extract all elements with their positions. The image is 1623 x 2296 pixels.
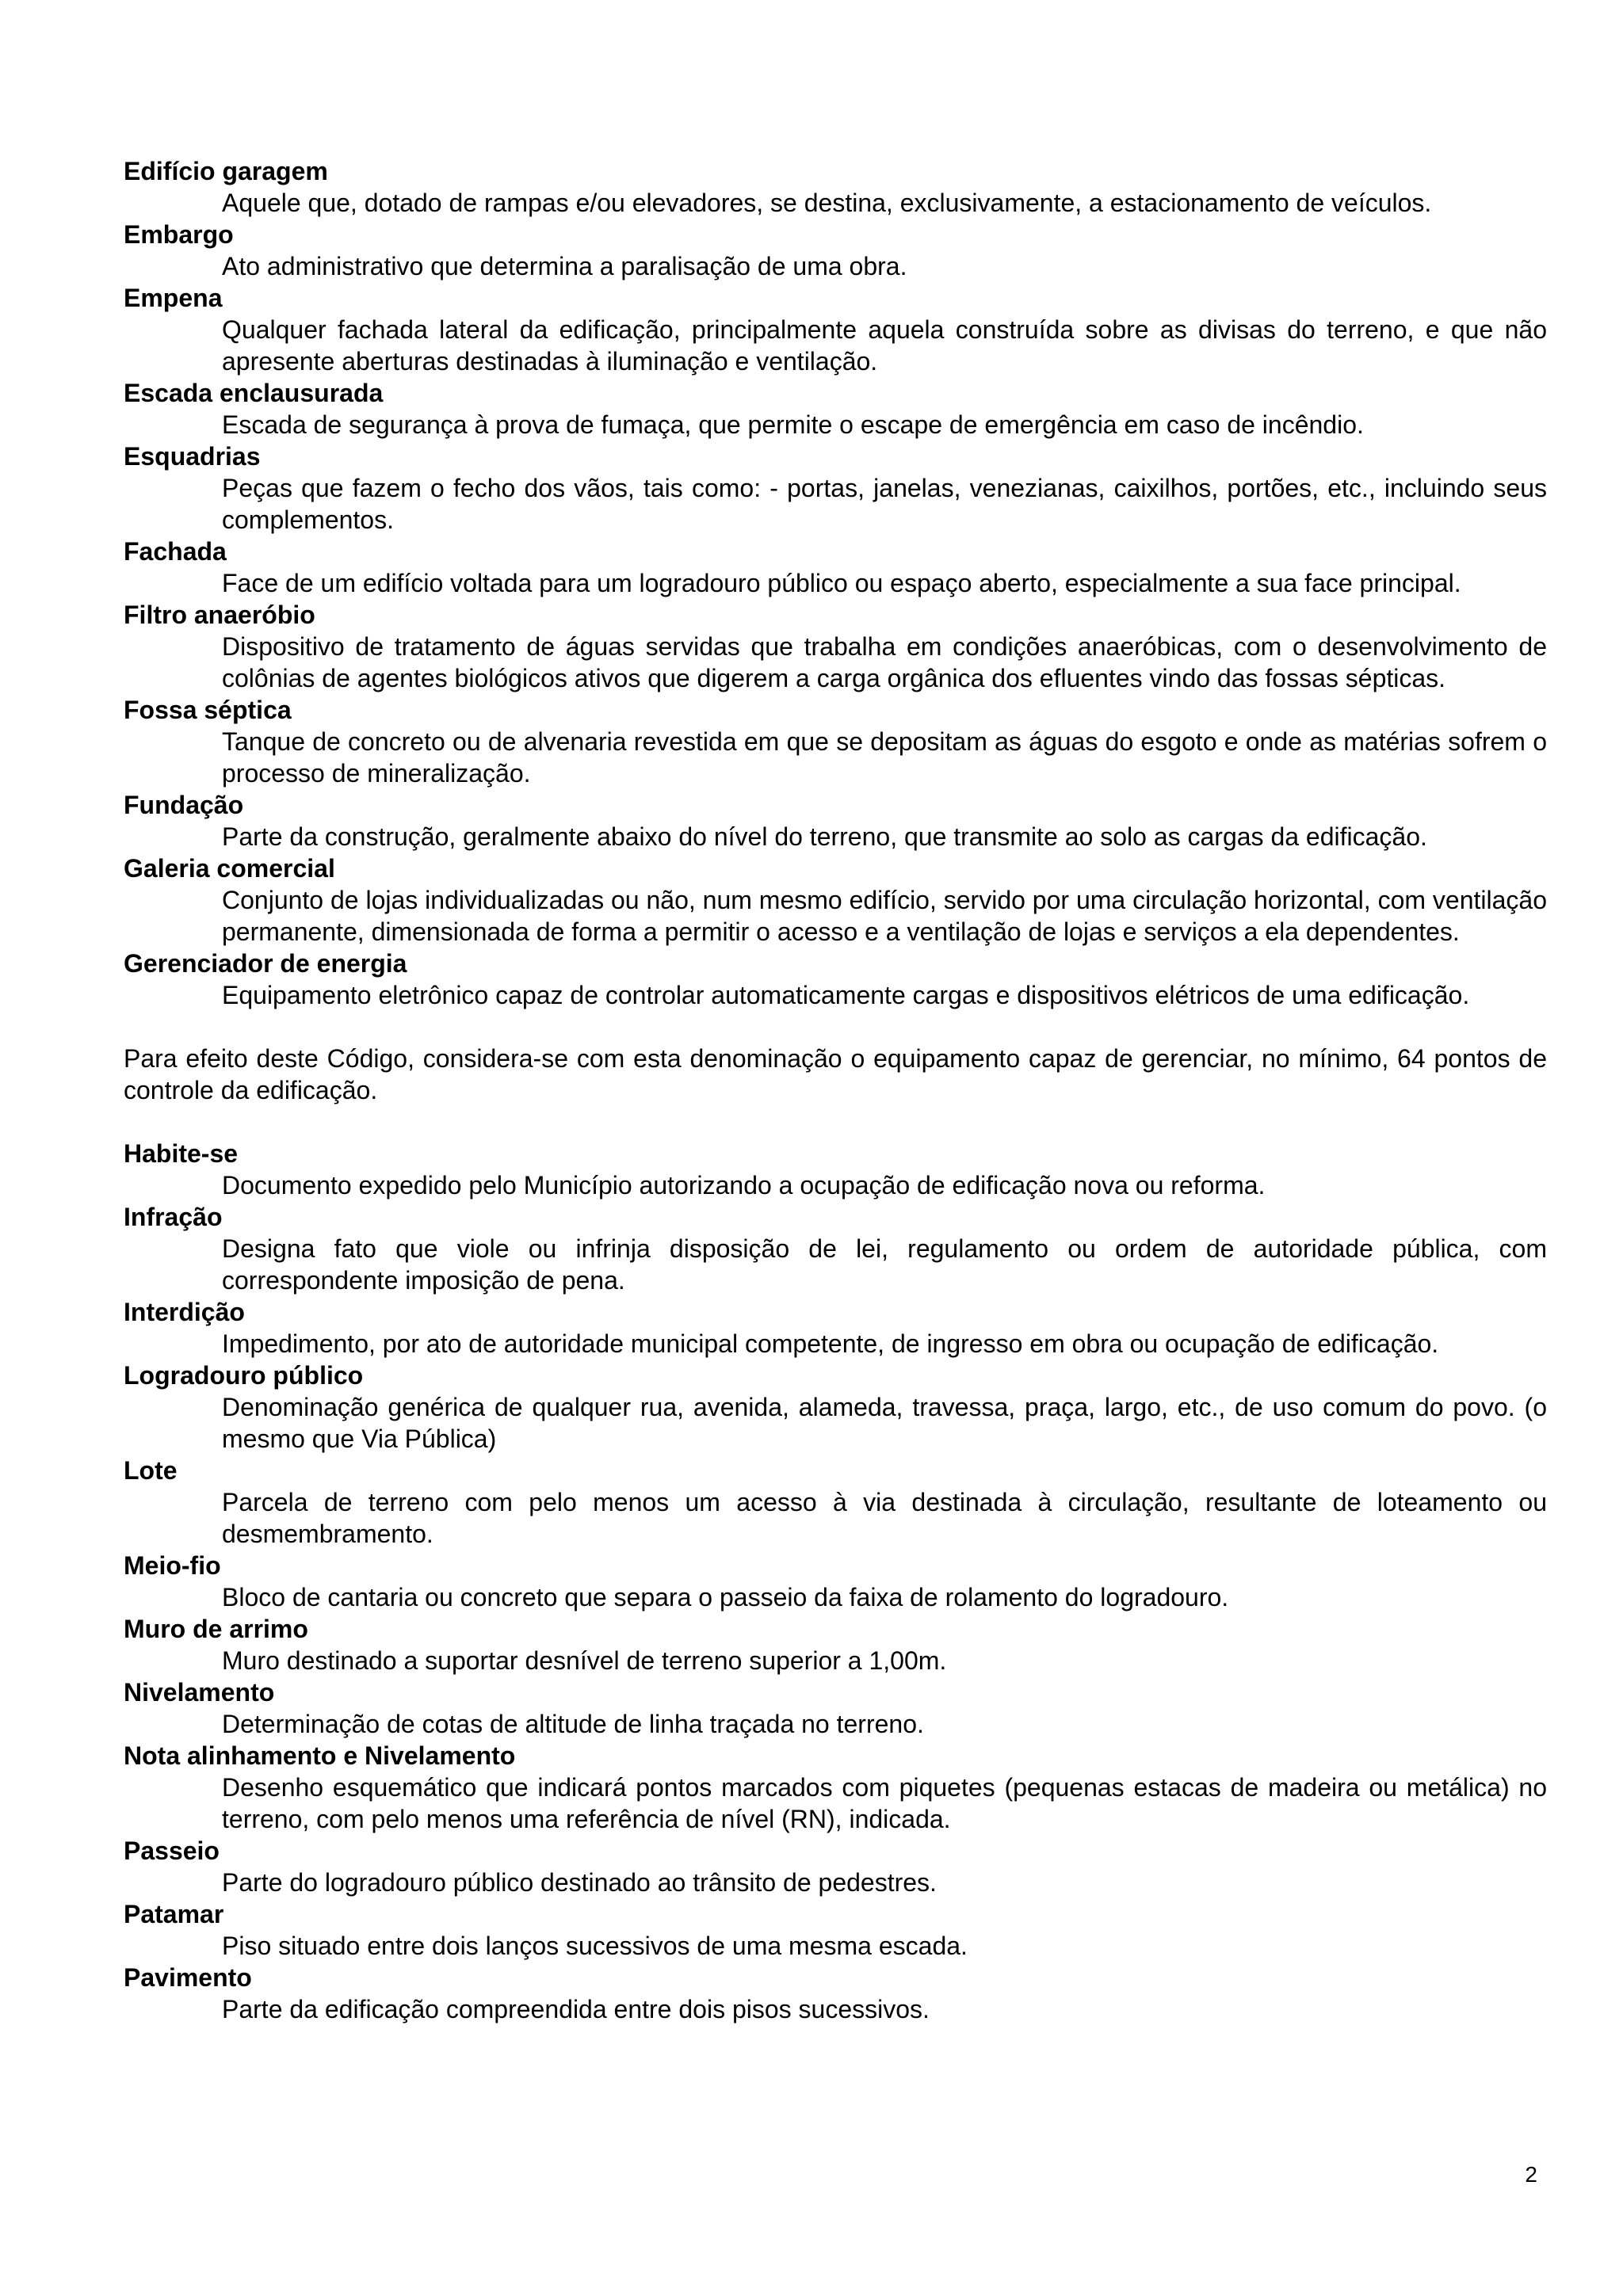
glossary-term: Edifício garagem	[124, 157, 328, 185]
glossary-entry	[124, 282, 1547, 377]
glossary-entry	[124, 219, 1547, 282]
glossary-definition: Impedimento, por ato de autoridade municipal competente, de ingresso em obra ou ocupação de edificação.	[222, 1329, 1439, 1358]
glossary-term: Galeria comercial	[124, 854, 335, 883]
glossary-entry	[124, 155, 1547, 219]
glossary-definition: Parte da edificação compreendida entre dois pisos sucessivos.	[222, 1995, 930, 2023]
glossary-definition: Denominação genérica de qualquer rua, avenida, alameda, travessa, praça, largo, etc., de uso comum do povo. (o mesmo que Via Pública)	[222, 1393, 1547, 1453]
spacer	[124, 1106, 1547, 1138]
glossary-term: Habite-se	[124, 1139, 239, 1168]
glossary-entry	[124, 1613, 1547, 1676]
glossary-term: Interdição	[124, 1298, 245, 1326]
glossary-entry	[124, 377, 1547, 441]
glossary-entry	[124, 441, 1547, 536]
glossary-definition: Designa fato que viole ou infrinja disposição de lei, regulamento ou ordem de autoridade pública, com correspondente imposição de pena.	[222, 1234, 1547, 1295]
note-paragraph: Para efeito deste Código, considera-se com esta denominação o equipamento capaz de gerenciar, no mínimo, 64 pontos de controle da edificação.	[124, 1044, 1547, 1104]
glossary-term: Infração	[124, 1203, 223, 1231]
glossary-term: Muro de arrimo	[124, 1615, 308, 1643]
glossary-entry	[124, 1360, 1547, 1455]
glossary-entry	[124, 1835, 1547, 1898]
glossary-entry	[124, 1740, 1547, 1835]
glossary-entry	[124, 1676, 1547, 1740]
glossary-term: Meio-fio	[124, 1551, 221, 1580]
glossary-definition: Conjunto de lojas individualizadas ou não, num mesmo edifício, servido por uma circulação horizontal, com ventilação permanente, dimensionada de forma a permitir o acesso e a ventilação de lojas e serviços a ela dependentes.	[222, 886, 1547, 946]
glossary-definition: Determinação de cotas de altitude de linha traçada no terreno.	[222, 1710, 924, 1738]
glossary-term: Empena	[124, 284, 223, 312]
glossary-list-b	[124, 1138, 1547, 2025]
glossary-term: Nota alinhamento e Nivelamento	[124, 1741, 516, 1770]
glossary-term: Gerenciador de energia	[124, 949, 407, 978]
glossary-entry	[124, 536, 1547, 599]
glossary-entry	[124, 852, 1547, 948]
glossary-entry	[124, 1138, 1547, 1201]
glossary-definition: Escada de segurança à prova de fumaça, que permite o escape de emergência em caso de incêndio.	[222, 410, 1364, 439]
glossary-entry	[124, 1962, 1547, 2025]
glossary-entry	[124, 948, 1547, 1011]
glossary-term: Lote	[124, 1456, 178, 1485]
glossary-definition: Parcela de terreno com pelo menos um acesso à via destinada à circulação, resultante de loteamento ou desmembramento.	[222, 1488, 1547, 1548]
glossary-definition: Face de um edifício voltada para um logradouro público ou espaço aberto, especialmente a sua face principal.	[222, 569, 1461, 597]
glossary-term: Fundação	[124, 791, 244, 819]
glossary-term: Nivelamento	[124, 1678, 275, 1707]
glossary-entry	[124, 1201, 1547, 1296]
glossary-entry	[124, 599, 1547, 694]
glossary-entry	[124, 1898, 1547, 1962]
spacer	[124, 1011, 1547, 1043]
glossary-definition: Documento expedido pelo Município autorizando a ocupação de edificação nova ou reforma.	[222, 1171, 1266, 1199]
glossary-definition: Parte do logradouro público destinado ao trânsito de pedestres.	[222, 1868, 937, 1897]
glossary-definition: Qualquer fachada lateral da edificação, principalmente aquela construída sobre as divisas do terreno, e que não apresente aberturas destinadas à iluminação e ventilação.	[222, 315, 1547, 376]
glossary-term: Fachada	[124, 537, 227, 566]
glossary-entry	[124, 694, 1547, 789]
glossary-definition: Aquele que, dotado de rampas e/ou elevadores, se destina, exclusivamente, a estacionamento de veículos.	[222, 189, 1432, 217]
glossary-term: Pavimento	[124, 1963, 252, 1992]
glossary-entry	[124, 1550, 1547, 1613]
glossary-definition: Parte da construção, geralmente abaixo do nível do terreno, que transmite ao solo as cargas da edificação.	[222, 822, 1427, 851]
glossary-term: Embargo	[124, 220, 234, 249]
glossary-content	[124, 155, 1547, 2025]
glossary-definition: Equipamento eletrônico capaz de controlar automaticamente cargas e dispositivos elétricos de uma edificação.	[222, 981, 1470, 1009]
glossary-entry	[124, 789, 1547, 852]
glossary-definition: Desenho esquemático que indicará pontos marcados com piquetes (pequenas estacas de madeira ou metálica) no terreno, com pelo menos uma referência de nível (RN), indicada.	[222, 1773, 1547, 1833]
glossary-term: Passeio	[124, 1836, 220, 1865]
glossary-definition: Bloco de cantaria ou concreto que separa o passeio da faixa de rolamento do logradouro.	[222, 1583, 1229, 1611]
glossary-entry	[124, 1296, 1547, 1360]
glossary-definition: Dispositivo de tratamento de águas servidas que trabalha em condições anaeróbicas, com o desenvolvimento de colônias de agentes biológicos ativos que digerem a carga orgânica dos efluentes vindo das fossas sépticas.	[222, 632, 1547, 692]
page-number: 2	[1525, 2162, 1537, 2187]
glossary-term: Filtro anaeróbio	[124, 601, 315, 629]
glossary-term: Fossa séptica	[124, 696, 292, 724]
glossary-term: Patamar	[124, 1900, 224, 1928]
glossary-term: Logradouro público	[124, 1361, 364, 1390]
glossary-term: Escada enclausurada	[124, 379, 384, 407]
glossary-definition: Piso situado entre dois lanços sucessivos de uma mesma escada.	[222, 1932, 968, 1960]
glossary-entry	[124, 1455, 1547, 1550]
glossary-term: Esquadrias	[124, 442, 261, 471]
glossary-definition: Muro destinado a suportar desnível de terreno superior a 1,00m.	[222, 1646, 947, 1675]
glossary-list-a	[124, 155, 1547, 1011]
glossary-definition: Ato administrativo que determina a paralisação de uma obra.	[222, 252, 907, 280]
glossary-definition: Peças que fazem o fecho dos vãos, tais como: - portas, janelas, venezianas, caixilhos, portões, etc., incluindo seus complementos.	[222, 474, 1547, 534]
glossary-definition: Tanque de concreto ou de alvenaria revestida em que se depositam as águas do esgoto e onde as matérias sofrem o processo de mineralização.	[222, 727, 1547, 788]
